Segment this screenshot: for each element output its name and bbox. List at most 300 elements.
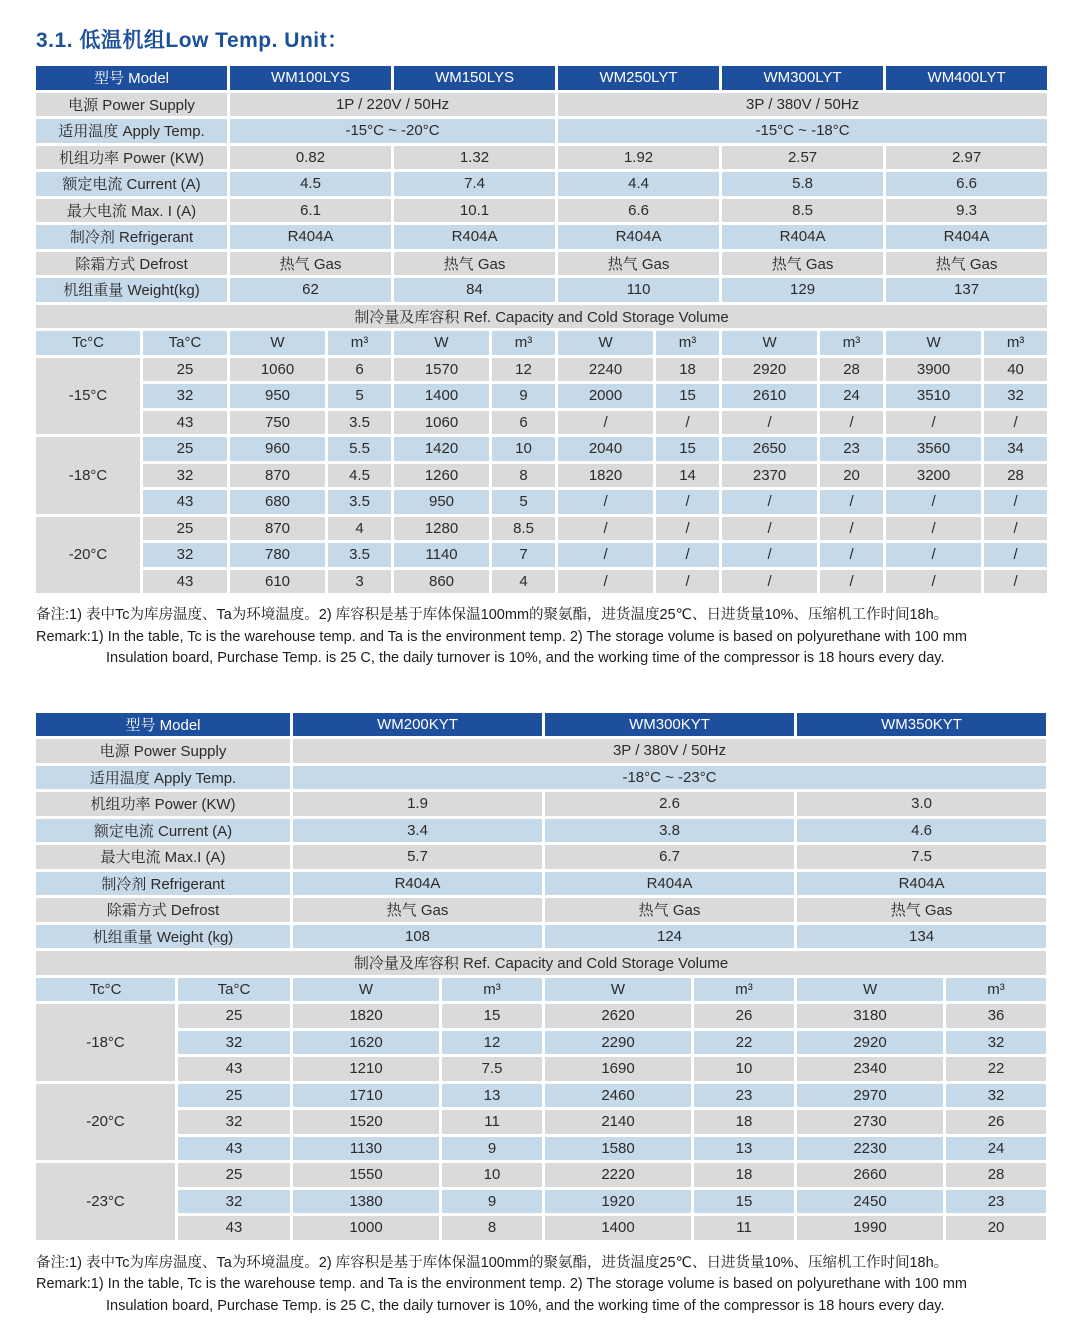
spec-value: 4.5 (230, 172, 391, 196)
spec-label: 电源 Power Supply (36, 93, 227, 117)
capacity-value: 43 (143, 411, 227, 435)
capacity-value: 20 (946, 1216, 1046, 1240)
capacity-header-cell: m³ (328, 331, 391, 355)
capacity-header-cell: W (394, 331, 489, 355)
capacity-value: 2920 (797, 1031, 943, 1055)
capacity-value: 9 (492, 384, 555, 408)
capacity-section-title: 制冷量及库容积 Ref. Capacity and Cold Storage Volume (36, 951, 1046, 975)
remark-line-cn: 备注:1) 表中Tc为库房温度、Ta为环境温度。2) 库容积是基于库体保温100mm的聚氨酯，进货温度25℃、日进货量10%、压缩机工作时间18h。 (36, 1254, 949, 1271)
spec-value: -18°C ~ -23°C (293, 766, 1046, 790)
spec-row (36, 898, 1046, 922)
capacity-value: 2240 (558, 358, 653, 382)
capacity-value: 2920 (722, 358, 817, 382)
capacity-value: 43 (143, 490, 227, 514)
spec-row (36, 925, 1046, 949)
spec-value: 热气 Gas (797, 898, 1046, 922)
spec-row (36, 792, 1046, 816)
spec-label: 机组功率 Power (KW) (36, 792, 290, 816)
spec-value: 1.32 (394, 146, 555, 170)
spec-value: 1P / 220V / 50Hz (230, 93, 555, 117)
capacity-value: 3510 (886, 384, 981, 408)
capacity-row (36, 543, 1047, 567)
capacity-value: / (558, 490, 653, 514)
spec-value: R404A (722, 225, 883, 249)
capacity-value: 24 (820, 384, 883, 408)
capacity-value: 1280 (394, 517, 489, 541)
low-temp-table-1 (33, 63, 1050, 596)
capacity-value: 26 (946, 1110, 1046, 1134)
capacity-row (36, 1004, 1046, 1028)
capacity-value: 2610 (722, 384, 817, 408)
capacity-header-cell: m³ (820, 331, 883, 355)
capacity-value: 1990 (797, 1216, 943, 1240)
capacity-value: / (558, 543, 653, 567)
spec-value: R404A (797, 872, 1046, 896)
capacity-value: 1000 (293, 1216, 439, 1240)
spec-label: 电源 Power Supply (36, 739, 290, 763)
spec-value: 3.8 (545, 819, 794, 843)
capacity-value: 13 (442, 1084, 542, 1108)
spec-label: 制冷剂 Refrigerant (36, 225, 227, 249)
capacity-value: 1210 (293, 1057, 439, 1081)
spec-value: R404A (886, 225, 1047, 249)
spec-label: 最大电流 Max.I (A) (36, 845, 290, 869)
capacity-value: / (558, 411, 653, 435)
capacity-value: 3.5 (328, 411, 391, 435)
spec-value: 2.57 (722, 146, 883, 170)
capacity-value: 11 (442, 1110, 542, 1134)
capacity-value: 9 (442, 1137, 542, 1161)
spec-value: 热气 Gas (558, 252, 719, 276)
spec-value: 6.6 (886, 172, 1047, 196)
capacity-header-cell: m³ (984, 331, 1047, 355)
capacity-value: 15 (656, 384, 719, 408)
spec-label: 除霜方式 Defrost (36, 252, 227, 276)
spec-value: 134 (797, 925, 1046, 949)
spec-row (36, 278, 1047, 302)
remark-line-en2: Insulation board, Purchase Temp. is 25 C, the daily turnover is 10%, and the working time of the compressor is 18 hours every day. (106, 1297, 945, 1314)
spec-value: 热气 Gas (722, 252, 883, 276)
capacity-header-cell: W (230, 331, 325, 355)
capacity-value: 9 (442, 1190, 542, 1214)
capacity-value: 4 (328, 517, 391, 541)
capacity-value: 2970 (797, 1084, 943, 1108)
capacity-header-cell: m³ (492, 331, 555, 355)
spec-value: 4.6 (797, 819, 1046, 843)
remark-line-cn: 备注:1) 表中Tc为库房温度、Ta为环境温度。2) 库容积是基于库体保温100mm的聚氨酯，进货温度25℃、日进货量10%、压缩机工作时间18h。 (36, 607, 949, 623)
spec-value: R404A (293, 872, 542, 896)
capacity-value: 1130 (293, 1137, 439, 1161)
capacity-row (36, 411, 1047, 435)
spec-row (36, 252, 1047, 276)
capacity-value: 22 (946, 1057, 1046, 1081)
tc-value: -18°C (36, 437, 140, 514)
capacity-value: 15 (656, 437, 719, 461)
spec-row (36, 146, 1047, 170)
capacity-value: 13 (694, 1137, 794, 1161)
capacity-row (36, 358, 1047, 382)
spec-value: 1.92 (558, 146, 719, 170)
capacity-header-cell: W (558, 331, 653, 355)
capacity-value: 1060 (230, 358, 325, 382)
capacity-value: 43 (178, 1137, 290, 1161)
capacity-value: 8 (442, 1216, 542, 1240)
capacity-value: 10 (442, 1163, 542, 1187)
capacity-value: 25 (178, 1163, 290, 1187)
capacity-row (36, 437, 1047, 461)
capacity-value: 1820 (293, 1004, 439, 1028)
capacity-value: / (984, 517, 1047, 541)
spec-row (36, 872, 1046, 896)
spec-row (36, 119, 1047, 143)
model-column-label: 型号 Model (36, 713, 290, 737)
capacity-value: 1620 (293, 1031, 439, 1055)
spec-label: 适用温度 Apply Temp. (36, 766, 290, 790)
capacity-value: / (820, 490, 883, 514)
capacity-value: 1060 (394, 411, 489, 435)
capacity-value: 780 (230, 543, 325, 567)
capacity-header-cell: W (797, 978, 943, 1002)
capacity-value: 25 (143, 358, 227, 382)
capacity-value: 28 (820, 358, 883, 382)
spec-value: R404A (394, 225, 555, 249)
spec-value: 3.4 (293, 819, 542, 843)
spec-value: 3P / 380V / 50Hz (558, 93, 1047, 117)
capacity-row (36, 1216, 1046, 1240)
capacity-row (36, 570, 1047, 594)
capacity-value: 2000 (558, 384, 653, 408)
table-header-row (36, 66, 1047, 90)
capacity-value: / (820, 517, 883, 541)
capacity-row (36, 384, 1047, 408)
capacity-value: 40 (984, 358, 1047, 382)
capacity-row (36, 1110, 1046, 1134)
capacity-value: 43 (178, 1057, 290, 1081)
capacity-value: 2290 (545, 1031, 691, 1055)
capacity-value: / (558, 570, 653, 594)
capacity-row (36, 1137, 1046, 1161)
spec-label: 机组功率 Power (KW) (36, 146, 227, 170)
capacity-value: 7 (492, 543, 555, 567)
capacity-value: / (656, 570, 719, 594)
capacity-value: 18 (694, 1163, 794, 1187)
capacity-value: 32 (143, 384, 227, 408)
capacity-value: / (820, 543, 883, 567)
capacity-value: 3180 (797, 1004, 943, 1028)
capacity-value: 5.5 (328, 437, 391, 461)
spec-value: 3P / 380V / 50Hz (293, 739, 1046, 763)
capacity-value: 1400 (394, 384, 489, 408)
capacity-value: 1140 (394, 543, 489, 567)
capacity-value: / (886, 490, 981, 514)
remark-block-2 (36, 1253, 1031, 1318)
capacity-title-row (36, 951, 1046, 975)
tc-value: -15°C (36, 358, 140, 435)
tc-value: -18°C (36, 1004, 175, 1081)
capacity-value: 2660 (797, 1163, 943, 1187)
capacity-header-cell: Tc°C (36, 331, 140, 355)
capacity-value: 3 (328, 570, 391, 594)
model-column-label: 型号 Model (36, 66, 227, 90)
remark-line-en1: Remark:1) In the table, Tc is the warehouse temp. and Ta is the environment temp. 2) The storage volume is based on polyurethane with 100 mm (36, 628, 967, 645)
capacity-value: 3.5 (328, 490, 391, 514)
low-temp-table-2 (33, 710, 1049, 1243)
spec-value: 1.9 (293, 792, 542, 816)
capacity-value: 36 (946, 1004, 1046, 1028)
capacity-value: 23 (820, 437, 883, 461)
capacity-value: 860 (394, 570, 489, 594)
capacity-value: 3900 (886, 358, 981, 382)
capacity-header-row (36, 978, 1046, 1002)
capacity-value: / (722, 517, 817, 541)
remark-block-1 (36, 605, 1031, 670)
spec-row (36, 93, 1047, 117)
capacity-value: 32 (178, 1110, 290, 1134)
capacity-value: 14 (656, 464, 719, 488)
capacity-value: / (722, 411, 817, 435)
spec-value: 0.82 (230, 146, 391, 170)
capacity-value: 1920 (545, 1190, 691, 1214)
tc-value: -20°C (36, 517, 140, 594)
spec-label: 除霜方式 Defrost (36, 898, 290, 922)
model-name: WM150LYS (394, 66, 555, 90)
capacity-value: 6 (492, 411, 555, 435)
capacity-value: 7.5 (442, 1057, 542, 1081)
capacity-value: 4 (492, 570, 555, 594)
capacity-value: 2450 (797, 1190, 943, 1214)
capacity-header-cell: m³ (946, 978, 1046, 1002)
capacity-row (36, 1057, 1046, 1081)
capacity-row (36, 1163, 1046, 1187)
spec-value: 6.6 (558, 199, 719, 223)
capacity-value: 25 (178, 1004, 290, 1028)
spec-value: 热气 Gas (394, 252, 555, 276)
model-name: WM250LYT (558, 66, 719, 90)
capacity-value: 8.5 (492, 517, 555, 541)
spec-value: 热气 Gas (545, 898, 794, 922)
table-header-row (36, 713, 1046, 737)
capacity-value: 680 (230, 490, 325, 514)
spec-value: 6.1 (230, 199, 391, 223)
capacity-value: 1400 (545, 1216, 691, 1240)
spec-value: 2.6 (545, 792, 794, 816)
spec-row (36, 819, 1046, 843)
capacity-title-row (36, 305, 1047, 329)
capacity-value: / (558, 517, 653, 541)
model-name: WM400LYT (886, 66, 1047, 90)
capacity-value: / (820, 411, 883, 435)
capacity-value: 23 (946, 1190, 1046, 1214)
capacity-value: 43 (143, 570, 227, 594)
capacity-value: 28 (984, 464, 1047, 488)
spec-value: 5.8 (722, 172, 883, 196)
model-name: WM300LYT (722, 66, 883, 90)
capacity-value: 3200 (886, 464, 981, 488)
capacity-value: 960 (230, 437, 325, 461)
spec-row (36, 199, 1047, 223)
model-name: WM100LYS (230, 66, 391, 90)
capacity-value: 23 (694, 1084, 794, 1108)
spec-value: 5.7 (293, 845, 542, 869)
model-name: WM200KYT (293, 713, 542, 737)
capacity-value: / (820, 570, 883, 594)
capacity-value: / (984, 570, 1047, 594)
capacity-value: 2040 (558, 437, 653, 461)
capacity-header-cell: Ta°C (178, 978, 290, 1002)
spec-label: 适用温度 Apply Temp. (36, 119, 227, 143)
capacity-value: 1710 (293, 1084, 439, 1108)
spec-value: 7.4 (394, 172, 555, 196)
capacity-row (36, 517, 1047, 541)
spec-value: 9.3 (886, 199, 1047, 223)
capacity-value: 4.5 (328, 464, 391, 488)
capacity-value: 32 (178, 1190, 290, 1214)
spec-value: 10.1 (394, 199, 555, 223)
spec-value: 129 (722, 278, 883, 302)
spec-label: 额定电流 Current (A) (36, 819, 290, 843)
capacity-value: 32 (143, 464, 227, 488)
spec-label: 机组重量 Weight(kg) (36, 278, 227, 302)
capacity-value: 20 (820, 464, 883, 488)
spec-row (36, 739, 1046, 763)
spec-label: 机组重量 Weight (kg) (36, 925, 290, 949)
spec-value: 124 (545, 925, 794, 949)
spec-value: 3.0 (797, 792, 1046, 816)
spec-value: 6.7 (545, 845, 794, 869)
capacity-value: / (886, 543, 981, 567)
capacity-value: 950 (230, 384, 325, 408)
capacity-value: 870 (230, 517, 325, 541)
capacity-value: / (984, 411, 1047, 435)
capacity-value: 15 (442, 1004, 542, 1028)
capacity-value: 18 (694, 1110, 794, 1134)
capacity-value: 1520 (293, 1110, 439, 1134)
spec-row (36, 172, 1047, 196)
capacity-value: 32 (984, 384, 1047, 408)
capacity-header-row (36, 331, 1047, 355)
capacity-value: 6 (328, 358, 391, 382)
capacity-header-cell: W (886, 331, 981, 355)
capacity-value: / (886, 411, 981, 435)
capacity-value: 32 (178, 1031, 290, 1055)
spec-value: -15°C ~ -20°C (230, 119, 555, 143)
spec-value: 热气 Gas (230, 252, 391, 276)
capacity-value: / (886, 570, 981, 594)
capacity-value: 3560 (886, 437, 981, 461)
spec-value: R404A (545, 872, 794, 896)
capacity-value: 2340 (797, 1057, 943, 1081)
spec-value: 2.97 (886, 146, 1047, 170)
capacity-value: 1260 (394, 464, 489, 488)
capacity-row (36, 1031, 1046, 1055)
capacity-value: 15 (694, 1190, 794, 1214)
spec-value: 7.5 (797, 845, 1046, 869)
capacity-value: 1380 (293, 1190, 439, 1214)
capacity-value: 5 (492, 490, 555, 514)
capacity-section-title: 制冷量及库容积 Ref. Capacity and Cold Storage Volume (36, 305, 1047, 329)
spec-row (36, 225, 1047, 249)
capacity-value: / (722, 570, 817, 594)
capacity-value: 2730 (797, 1110, 943, 1134)
capacity-header-cell: Ta°C (143, 331, 227, 355)
capacity-header-cell: m³ (656, 331, 719, 355)
model-name: WM300KYT (545, 713, 794, 737)
capacity-value: 2140 (545, 1110, 691, 1134)
spec-value: 84 (394, 278, 555, 302)
capacity-value: 26 (694, 1004, 794, 1028)
capacity-value: 25 (143, 437, 227, 461)
capacity-value: 12 (442, 1031, 542, 1055)
spec-value: 108 (293, 925, 542, 949)
capacity-value: 1570 (394, 358, 489, 382)
spec-value: -15°C ~ -18°C (558, 119, 1047, 143)
spec-value: 137 (886, 278, 1047, 302)
capacity-header-cell: W (545, 978, 691, 1002)
capacity-value: 8 (492, 464, 555, 488)
capacity-header-cell: W (722, 331, 817, 355)
capacity-value: 1690 (545, 1057, 691, 1081)
tc-value: -20°C (36, 1084, 175, 1161)
spec-row (36, 766, 1046, 790)
capacity-value: 43 (178, 1216, 290, 1240)
capacity-value: 2620 (545, 1004, 691, 1028)
page-title: 3.1. 低温机组Low Temp. Unit： (36, 29, 349, 52)
capacity-value: 22 (694, 1031, 794, 1055)
spec-label: 制冷剂 Refrigerant (36, 872, 290, 896)
capacity-value: 610 (230, 570, 325, 594)
remark-line-en1: Remark:1) In the table, Tc is the warehouse temp. and Ta is the environment temp. 2) The storage volume is based on polyurethane with 100 mm (36, 1276, 967, 1292)
capacity-value: 1550 (293, 1163, 439, 1187)
capacity-value: 34 (984, 437, 1047, 461)
capacity-value: 2220 (545, 1163, 691, 1187)
spec-value: 热气 Gas (886, 252, 1047, 276)
spec-label: 最大电流 Max. I (A) (36, 199, 227, 223)
capacity-value: 2230 (797, 1137, 943, 1161)
capacity-value: 25 (143, 517, 227, 541)
capacity-value: 32 (143, 543, 227, 567)
capacity-value: 10 (694, 1057, 794, 1081)
capacity-value: / (656, 411, 719, 435)
capacity-value: / (656, 490, 719, 514)
capacity-value: 32 (946, 1084, 1046, 1108)
capacity-value: 10 (492, 437, 555, 461)
capacity-value: / (886, 517, 981, 541)
capacity-value: / (722, 490, 817, 514)
model-name: WM350KYT (797, 713, 1046, 737)
capacity-value: 28 (946, 1163, 1046, 1187)
remark-line-en2: Insulation board, Purchase Temp. is 25 C, the daily turnover is 10%, and the working time of the compressor is 18 hours every day. (106, 650, 945, 666)
capacity-value: 24 (946, 1137, 1046, 1161)
capacity-row (36, 464, 1047, 488)
capacity-row (36, 1084, 1046, 1108)
spec-value: 8.5 (722, 199, 883, 223)
capacity-value: 12 (492, 358, 555, 382)
capacity-value: 32 (946, 1031, 1046, 1055)
spec-row (36, 845, 1046, 869)
capacity-value: 870 (230, 464, 325, 488)
capacity-value: 11 (694, 1216, 794, 1240)
capacity-value: 1420 (394, 437, 489, 461)
capacity-value: / (656, 517, 719, 541)
capacity-value: 5 (328, 384, 391, 408)
capacity-header-cell: m³ (442, 978, 542, 1002)
capacity-value: / (656, 543, 719, 567)
spec-value: 110 (558, 278, 719, 302)
capacity-header-cell: m³ (694, 978, 794, 1002)
spec-label: 额定电流 Current (A) (36, 172, 227, 196)
capacity-value: 2650 (722, 437, 817, 461)
capacity-value: / (984, 543, 1047, 567)
